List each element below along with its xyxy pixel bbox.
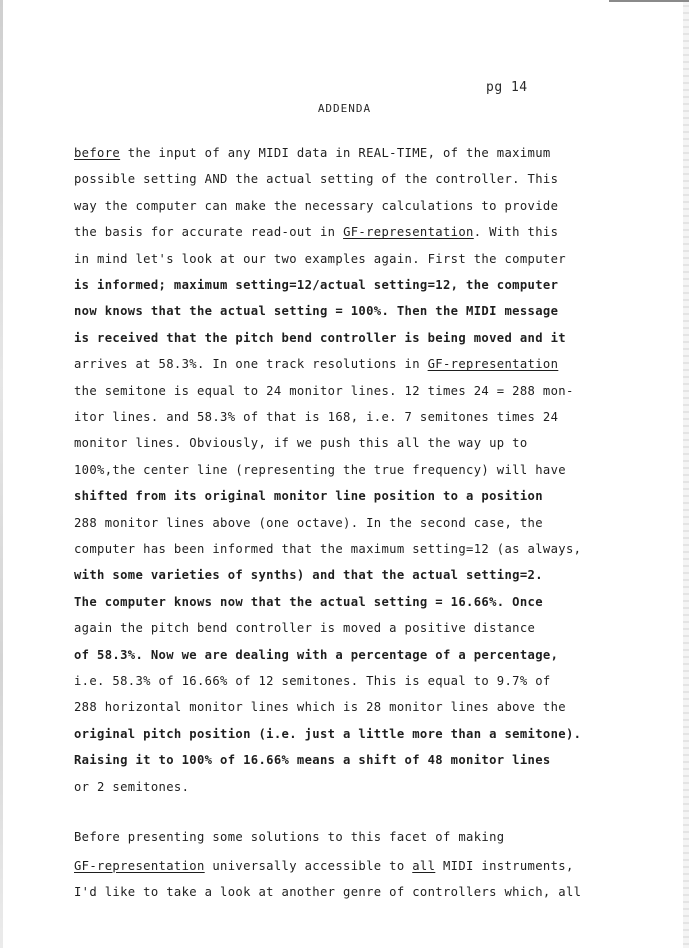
text-segment: The computer knows now that the actual setting = 16.66%. Once [74,594,543,609]
text-segment: of 58.3%. Now we are dealing with a percentage of a percentage, [74,647,559,662]
text-line [74,753,551,767]
text-segment: universally accessible to [204,858,413,873]
text-line [74,278,558,292]
text-line [74,384,574,398]
text-segment: in mind let's look at our two examples again. First the computer [74,251,566,266]
text-segment: the semitone is equal to 24 monitor lines. 12 times 24 = 288 mon- [74,383,574,398]
text-line [74,542,581,556]
text-line [74,410,558,424]
text-segment: monitor lines. Obviously, if we push this all the way up to [74,436,528,451]
underlined-term: GF-representation [74,858,205,873]
text-segment: again the pitch bend controller is moved a positive distance [74,621,536,636]
text-line [74,648,558,662]
text-line [74,252,566,266]
underlined-term: GF-representation [343,225,474,240]
text-segment: . With this [473,225,559,240]
text-line [74,780,189,794]
text-segment: arrives at 58.3%. In one track resolutions in [74,357,428,372]
text-segment: 100%,the center line (representing the true frequency) will have [74,462,566,477]
text-line [74,859,574,873]
scan-right-edge [683,0,689,948]
text-segment: computer has been informed that the maximum setting=12 (as always, [74,542,582,556]
underlined-term: all [412,858,436,873]
text-line [74,595,543,609]
text-segment: 288 horizontal monitor lines which is 28 monitor lines above the [74,700,566,715]
text-segment: itor lines. and 58.3% of that is 168, i.e. 7 semitones times 24 [74,410,559,424]
underlined-term: before [74,146,121,160]
text-line [74,146,551,160]
text-line [74,700,566,714]
text-line [74,172,558,186]
text-segment: Raising it to 100% of 16.66% means a shift of 48 monitor lines [74,753,551,768]
text-line [74,331,566,345]
text-segment: the input of any MIDI data in REAL-TIME, of the maximum [120,146,551,160]
text-segment: shifted from its original monitor line position to a position [74,489,543,504]
text-segment: is informed; maximum setting=12/actual setting=12, the computer [74,278,559,292]
text-segment: way the computer can make the necessary calculations to provide [74,198,559,213]
text-line [74,516,543,530]
text-line [74,357,558,371]
text-line [74,621,535,635]
text-line [74,225,558,239]
text-line [74,463,566,477]
text-line [74,674,551,688]
text-segment: is received that the pitch bend controller is being moved and it [74,330,566,345]
text-segment: I'd like to take a look at another genre of controllers which, all [74,885,582,900]
scan-left-edge [0,0,3,948]
page-number: pg 14 [486,80,528,95]
text-segment: original pitch position (i.e. just a little more than a semitone). [74,726,582,741]
text-segment: now knows that the actual setting = 100%. Then the MIDI message [74,304,559,319]
text-line [74,885,581,899]
text-line [74,727,581,741]
text-line [74,199,558,213]
text-line [74,489,543,503]
underlined-term: GF-representation [427,357,559,372]
page-heading: ADDENDA [317,102,372,115]
text-segment: i.e. 58.3% of 16.66% of 12 semitones. This is equal to 9.7% of [74,674,551,688]
text-segment: with some varieties of synths) and that the actual setting=2. [74,568,543,583]
text-line [74,436,528,450]
text-segment: MIDI instruments, [435,858,574,873]
text-line [74,830,505,844]
text-segment: or 2 semitones. [74,779,190,794]
text-segment: Before presenting some solutions to this facet of making [74,830,505,845]
text-segment: 288 monitor lines above (one octave). In the second case, the [74,515,543,530]
text-line [74,568,543,582]
text-segment: possible setting AND the actual setting of the controller. This [74,172,559,187]
text-segment: the basis for accurate read-out in [74,225,344,240]
text-line [74,304,558,318]
scan-top-edge [609,0,689,2]
